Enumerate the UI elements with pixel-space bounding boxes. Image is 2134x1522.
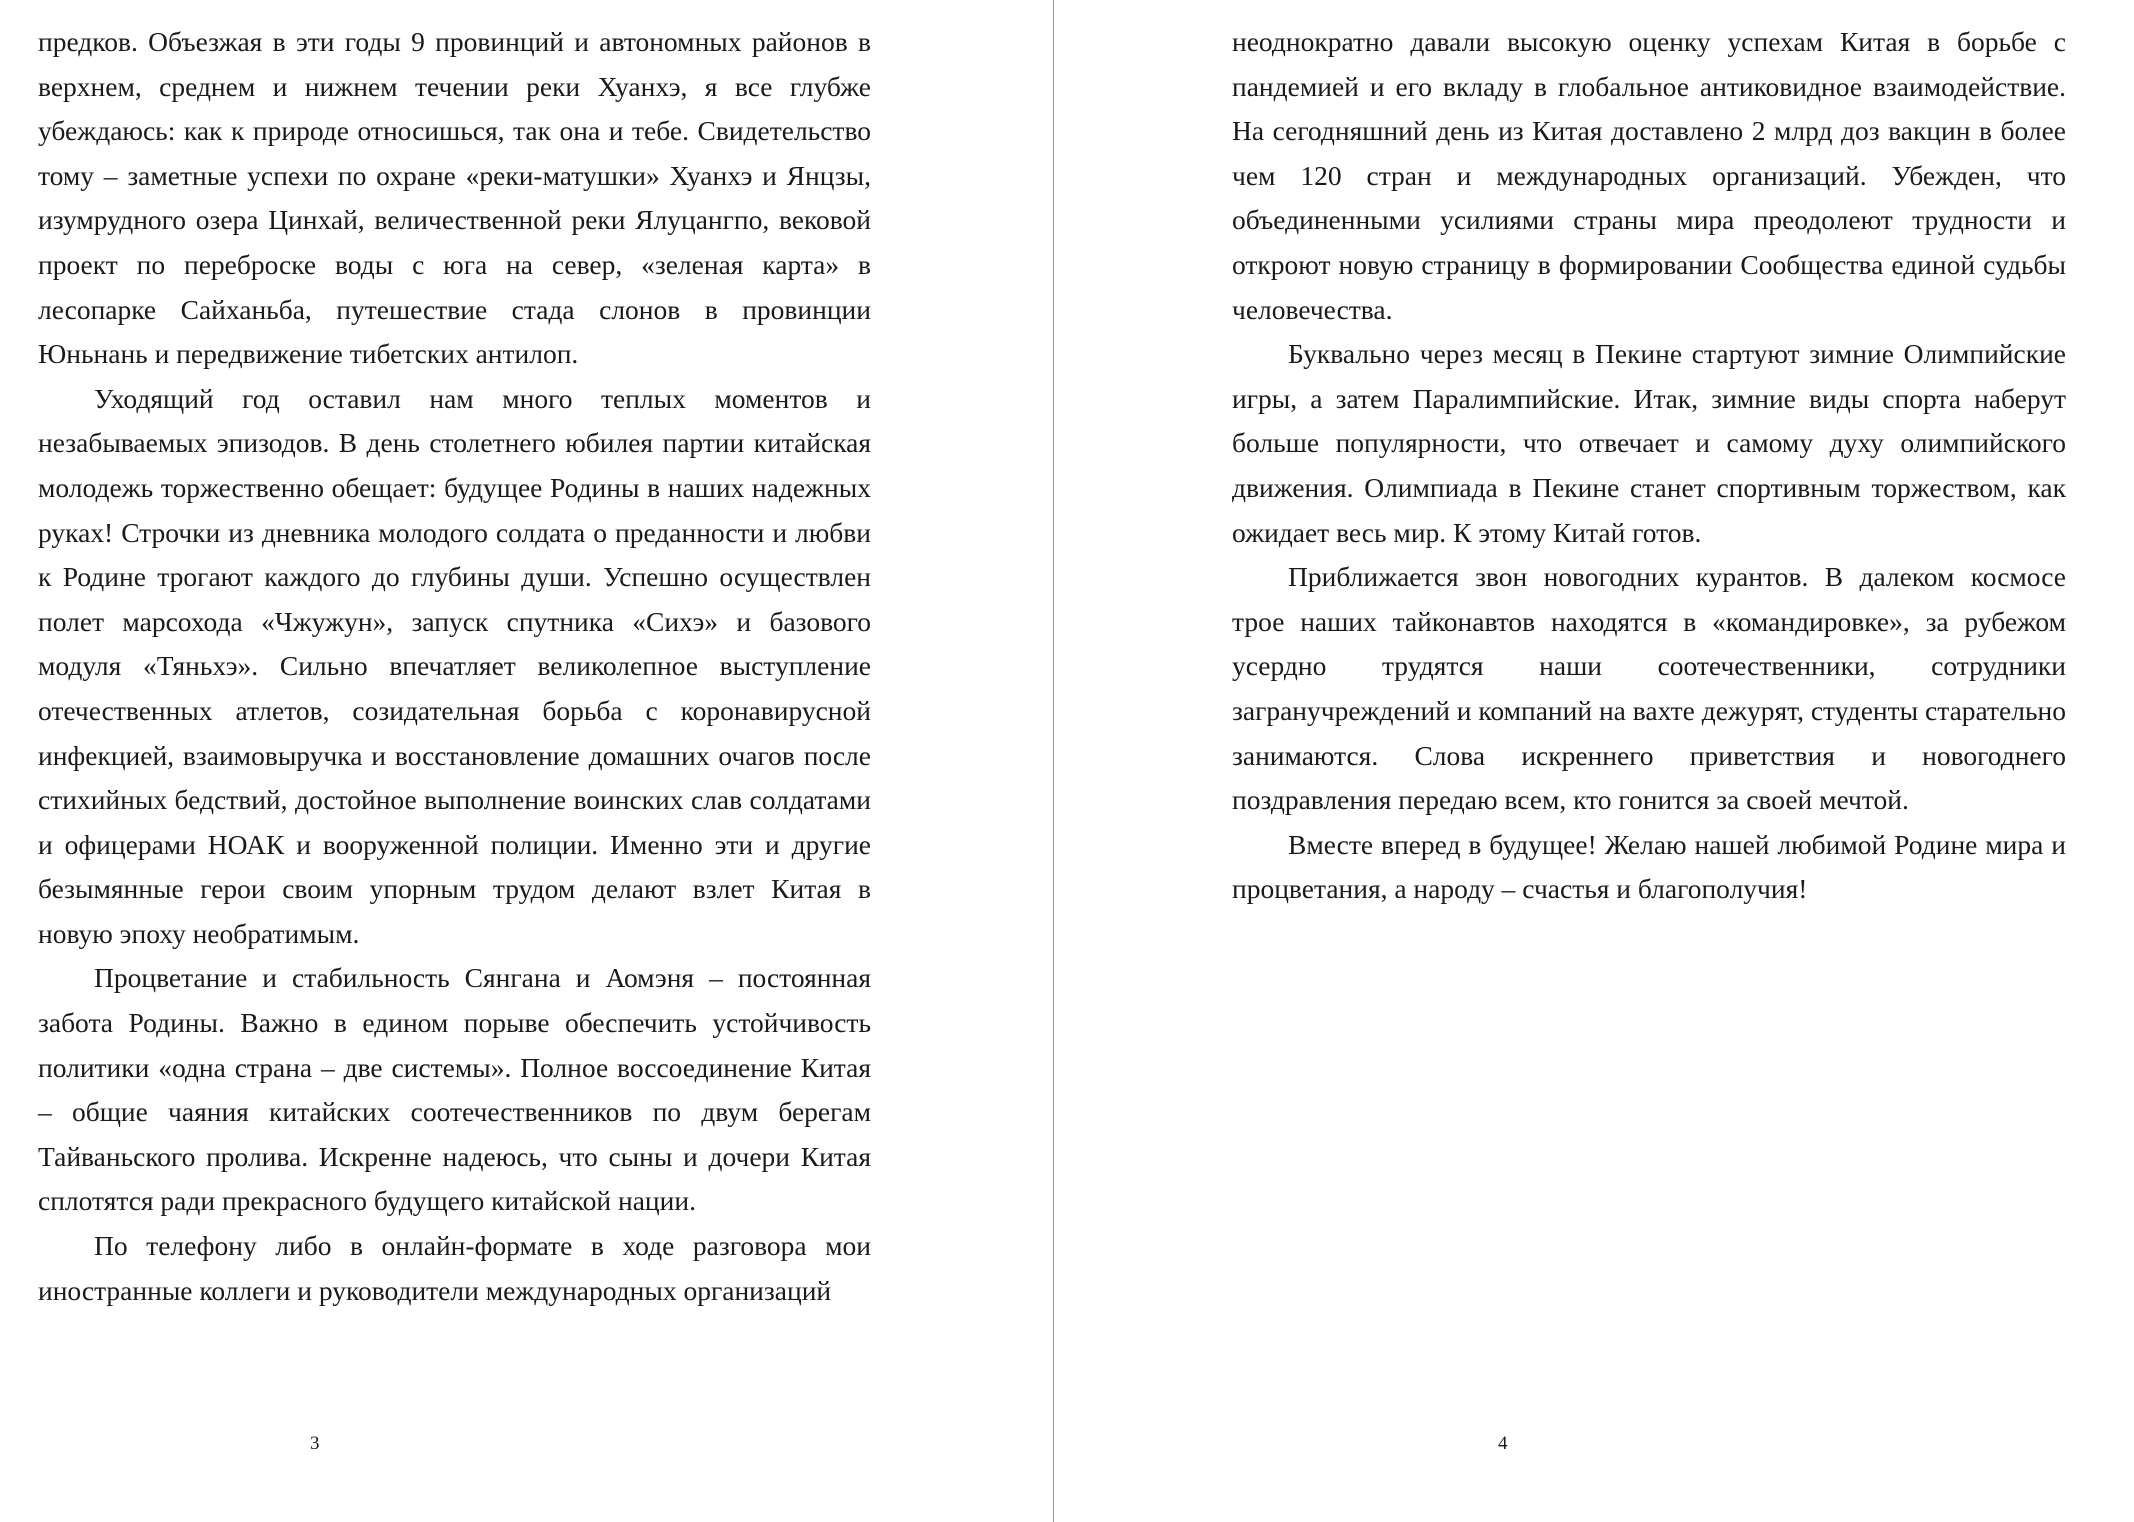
paragraph: Приближается звон новогодних курантов. В далеком космосе трое наших тайконавтов находятся в «командировке», за рубежом усердно трудятся наши соотечественники, сотрудники загранучреждений и компаний на вахте дежурят, студенты старательно занимаются. Слова искреннего приветствия и новогоднего поздравления передаю всем, кто гонится за своей мечтой. — [1232, 561, 2066, 816]
paragraph: предков. Объезжая в эти годы 9 провинций и автономных районов в верхнем, среднем и нижнем течении реки Хуанхэ, я все глубже убеждаюсь: как к природе относишься, так она и тебе. Свидетельство тому – заметные успехи по охране «реки-матушки» Хуанхэ и Янцзы, изумрудного озера Цинхай, величественной реки Ялуцангпо, вековой проект по переброске воды с юга на север, «зеленая карта» в лесопарке Сайханьба, путешествие стада слонов в провинции Юньнань и передвижение тибетских антилоп. — [38, 26, 871, 370]
page-4-text — [1232, 20, 2066, 912]
page-3-text — [38, 20, 871, 1313]
paragraph: Процветание и стабильность Сянгана и Аомэня – постоянная забота Родины. Важно в едином порыве обеспечить устойчивость политики «одна страна – две системы». Полное воссоединение Китая – общие чаяния китайских соотечественников по двум берегам Тайваньского пролива. Искренне надеюсь, что сыны и дочери Китая сплотятся ради прекрасного будущего китайской нации. — [38, 962, 871, 1217]
page-number: 4 — [1498, 1433, 1508, 1454]
paragraph: По телефону либо в онлайн-формате в ходе разговора мои иностранные коллеги и руководители международных организаций — [38, 1230, 871, 1306]
page-number: 3 — [310, 1433, 320, 1454]
paragraph: Буквально через месяц в Пекине стартуют зимние Олимпийские игры, а затем Паралимпийские. Итак, зимние виды спорта наберут больше популярности, что отвечает и самому духу олимпийского движения. Олимпиада в Пекине станет спортивным торжеством, как ожидает весь мир. К этому Китай готов. — [1232, 338, 2066, 548]
page-4 — [1056, 0, 2134, 1522]
paragraph: Вместе вперед в будущее! Желаю нашей любимой Родине мира и процветания, а народу – счастья и благополучия! — [1232, 828, 2066, 905]
paragraph: Уходящий год оставил нам много теплых моментов и незабываемых эпизодов. В день столетнего юбилея партии китайская молодежь торжественно обещает: будущее Родины в наших надежных руках! Строчки из дневника молодого солдата о преданности и любви к Родине трогают каждого до глубины души. Успешно осуществлен полет марсохода «Чжужун», запуск спутника «Сихэ» и базового модуля «Тяньхэ». Сильно впечатляет великолепное выступление отечественных атлетов, созидательная борьба с коронавирусной инфекцией, взаимовыручка и восстановление домашних очагов после стихийных бедствий, достойное выполнение воинских слав солдатами и офицерами НОАК и вооруженной полиции. Именно эти и другие безымянные герои своим упорным трудом делают взлет Китая в новую эпоху необратимым. — [38, 382, 871, 949]
page-3 — [0, 0, 1053, 1522]
paragraph: неоднократно давали высокую оценку успехам Китая в борьбе с пандемией и его вкладу в глобальное антиковидное взаимодействие. На сегодняшний день из Китая доставлено 2 млрд доз вакцин в более чем 120 стран и международных организаций. Убежден, что объединенными усилиями страны мира преодолеют трудности и откроют новую страницу в формировании Сообщества единой судьбы человечества. — [1232, 26, 2066, 325]
page-divider — [1053, 0, 1054, 1522]
